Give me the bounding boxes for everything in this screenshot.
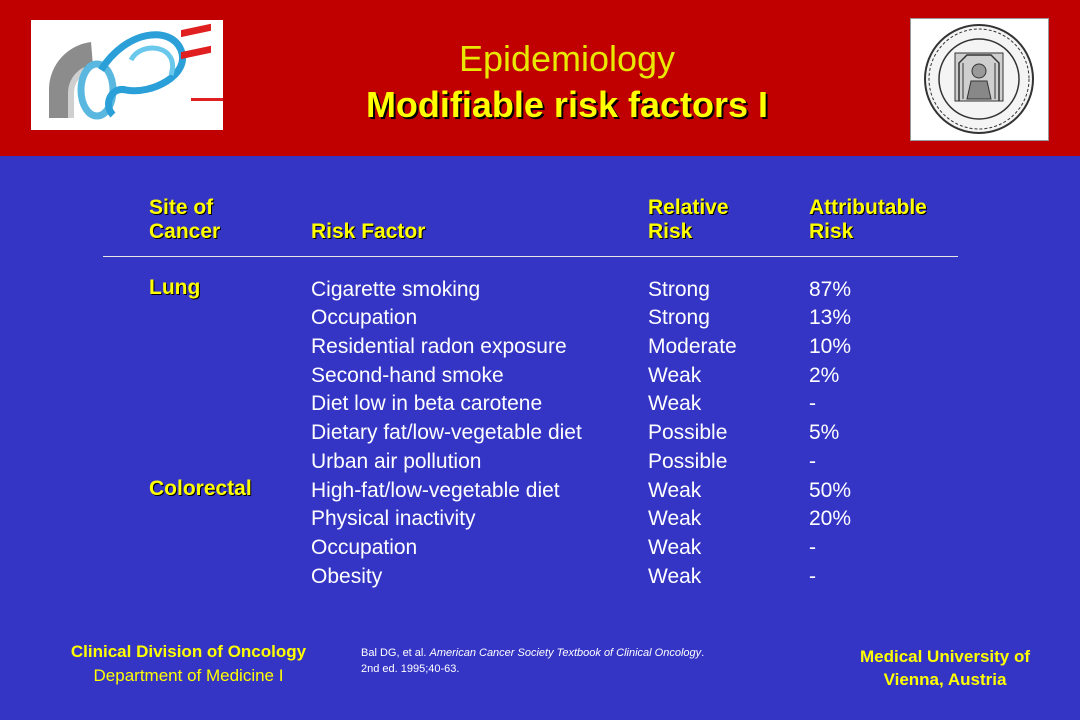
slide-title: Epidemiology	[458, 38, 676, 79]
attributable-risk: 5%	[809, 421, 840, 444]
header-divider	[103, 256, 958, 257]
column-header-attributable-risk: Attributable Risk	[809, 196, 927, 243]
relative-risk: Weak	[648, 479, 702, 502]
relative-risk: Weak	[648, 565, 702, 588]
relative-risk: Weak	[648, 364, 702, 387]
department-name: Department of Medicine I	[93, 666, 284, 685]
slide-subtitle: Modifiable risk factors I	[365, 84, 769, 125]
attributable-risk: -	[809, 450, 816, 473]
seal-graphic	[911, 19, 1048, 140]
university-name: Medical University of Vienna, Austria	[859, 647, 1031, 689]
risk-factor: Cigarette smoking	[311, 278, 481, 301]
attributable-risk: 20%	[809, 507, 852, 530]
attributable-risk: -	[809, 565, 816, 588]
relative-risk: Moderate	[648, 335, 737, 358]
cancer-site: Colorectal	[149, 477, 252, 500]
relative-risk: Strong	[648, 278, 710, 301]
risk-factor: Occupation	[311, 536, 418, 559]
relative-risk: Weak	[648, 536, 702, 559]
attributable-risk: -	[809, 392, 816, 415]
attributable-risk: 50%	[809, 479, 852, 502]
column-header-factor: Risk Factor	[311, 220, 426, 243]
citation: Bal DG, et al. American Cancer Society Textbook of Clinical Oncology. 2nd ed. 1995;40-63.	[361, 647, 705, 675]
risk-factor: Diet low in beta carotene	[311, 392, 543, 415]
division-name: Clinical Division of Oncology	[70, 642, 307, 661]
relative-risk: Possible	[648, 421, 728, 444]
relative-risk: Strong	[648, 306, 710, 329]
risk-factor: Dietary fat/low-vegetable diet	[311, 421, 582, 444]
risk-factor: Urban air pollution	[311, 450, 482, 473]
attributable-risk: 13%	[809, 306, 852, 329]
relative-risk: Weak	[648, 507, 702, 530]
risk-factor: Residential radon exposure	[311, 335, 567, 358]
column-header-relative-risk: Relative Risk	[648, 196, 729, 243]
header-bar	[0, 0, 1080, 156]
attributable-risk: -	[809, 536, 816, 559]
attributable-risk: 2%	[809, 364, 840, 387]
risk-factor: Physical inactivity	[311, 507, 476, 530]
university-seal	[910, 18, 1049, 141]
risk-factor: Second-hand smoke	[311, 364, 504, 387]
column-header-site: Site of Cancer	[149, 196, 221, 243]
relative-risk: Weak	[648, 392, 702, 415]
cancer-site: Lung	[149, 276, 201, 299]
risk-factor: Occupation	[311, 306, 418, 329]
attributable-risk: 10%	[809, 335, 852, 358]
relative-risk: Possible	[648, 450, 728, 473]
attributable-risk: 87%	[809, 278, 852, 301]
risk-factor: High-fat/low-vegetable diet	[311, 479, 560, 502]
risk-factor: Obesity	[311, 565, 383, 588]
